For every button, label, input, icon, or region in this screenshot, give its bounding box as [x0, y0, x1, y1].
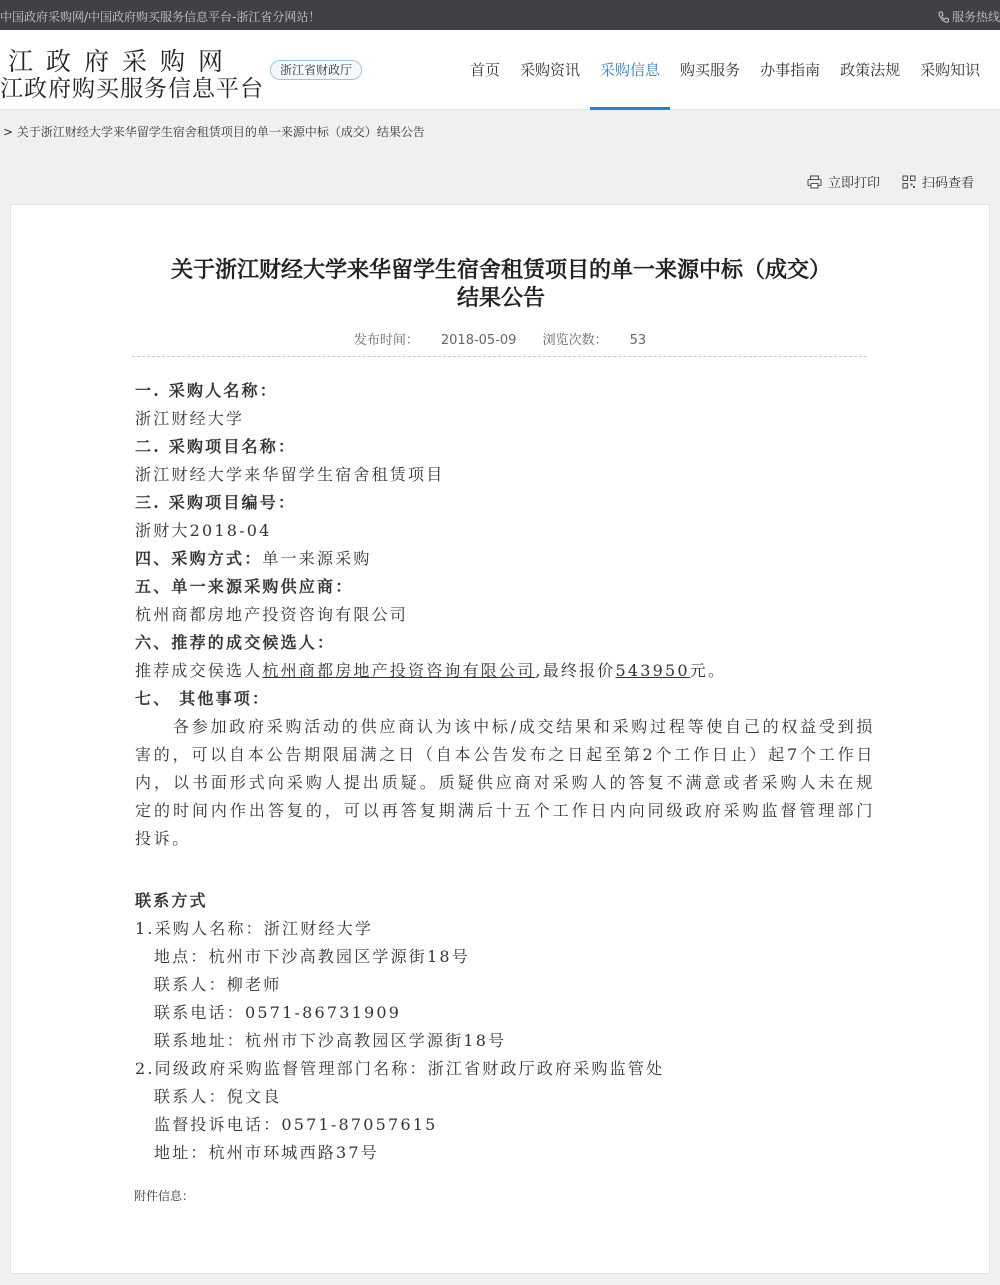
nav-procurement-news[interactable]: 采购资讯	[520, 61, 581, 79]
department-badge[interactable]: 浙江省财政厅	[270, 60, 362, 80]
candidate-company: 杭州商都房地产投资咨询有限公司	[262, 661, 536, 680]
publish-date	[354, 333, 517, 348]
complaint-phone: 监督投诉电话：0571-87057615	[154, 1115, 438, 1134]
candidate-suffix: 元。	[689, 661, 727, 680]
phone-icon	[938, 11, 949, 23]
article-card	[10, 204, 990, 1274]
contact-heading: 联系方式	[135, 891, 208, 910]
nav-home[interactable]: 首页	[470, 61, 501, 79]
contact-person: 联系人：柳老师	[154, 975, 282, 994]
purchaser-name: 浙江财经大学	[135, 409, 245, 428]
title-line-2: 结果公告	[456, 286, 545, 311]
print-label: 立即打印	[827, 176, 880, 191]
contact-address: 联系地址：杭州市下沙高教园区学源街18号	[154, 1031, 507, 1050]
logo-subtitle[interactable]: 江政府购买服务信息平台	[0, 76, 264, 102]
recommended-candidate	[135, 657, 875, 685]
project-name: 浙江财经大学来华留学生宿舍租赁项目	[135, 465, 445, 484]
nav-knowledge[interactable]: 采购知识	[920, 61, 981, 79]
section-heading: 四、采购方式：	[135, 549, 263, 568]
printer-icon	[807, 175, 822, 189]
attachment-info: 附件信息：	[134, 1189, 195, 1203]
top-bar	[0, 0, 1000, 30]
article-meta	[11, 329, 989, 348]
logo-title[interactable]: 江政府采购网	[8, 47, 237, 76]
other-matters-text: 各参加政府采购活动的供应商认为该中标/成交结果和采购过程等使自己的权益受到损害的，可以自本公告期限届满之日（自本公告发布之日起至第2个工作日止）起7个工作日内，以书面形式向采购人提出质疑。质疑供应商对采购人的答复不满意或者采购人未在规定的时间内作出答复的，可以再答复期满后十五个工作日内向同级政府采购监督管理部门投诉。	[135, 717, 875, 848]
section-heading: 七、 其他事项：	[135, 689, 271, 708]
supervisor-department: 2.同级政府采购监督管理部门名称：浙江省财政厅政府采购监管处	[135, 1059, 665, 1078]
section-heading: 二. 采购项目名称：	[135, 437, 297, 456]
site-header	[0, 30, 1000, 110]
print-button[interactable]	[807, 172, 880, 191]
procurement-method-value: 单一来源采购	[262, 549, 372, 568]
article-content	[135, 377, 875, 1167]
nav-procurement-info[interactable]: 采购信息	[590, 30, 670, 110]
section-heading: 六、推荐的成交候选人：	[135, 633, 336, 652]
views-label: 浏览次数：	[542, 333, 608, 348]
nav-policies[interactable]: 政策法规	[840, 61, 901, 79]
publish-label: 发布时间：	[353, 333, 419, 348]
section-heading: 五、单一来源采购供应商：	[135, 577, 354, 596]
candidate-prefix: 推荐成交侯选人	[135, 661, 263, 680]
supplier-name: 杭州商都房地产投资咨询有限公司	[135, 605, 409, 624]
nav-guide[interactable]: 办事指南	[760, 61, 821, 79]
scan-label: 扫码查看	[921, 176, 974, 191]
view-count	[543, 333, 647, 348]
views-value: 53	[629, 333, 647, 348]
supervisor-address: 地址：杭州市环城西路37号	[154, 1143, 379, 1162]
final-price: 543950	[615, 661, 690, 680]
title-line-1: 关于浙江财经大学来华留学生宿舍租赁项目的单一来源中标（成交）	[170, 258, 831, 283]
title-divider	[132, 356, 867, 357]
nav-purchase-services[interactable]: 购买服务	[680, 61, 741, 79]
service-hotline[interactable]	[938, 8, 1000, 25]
qr-code-icon	[902, 175, 916, 189]
contact-purchaser: 1.采购人名称：浙江财经大学	[135, 919, 374, 938]
section-heading: 一. 采购人名称：	[135, 381, 278, 400]
project-number: 浙财大2018-04	[135, 521, 272, 540]
scan-qr-button[interactable]	[902, 172, 974, 191]
supervisor-person: 联系人：倪文良	[154, 1087, 282, 1106]
site-links[interactable]: 中国政府采购网/中国政府购买服务信息平台-浙江省分网站！	[0, 10, 321, 24]
service-label: 服务热线	[951, 10, 1000, 24]
contact-phone: 联系电话：0571-86731909	[154, 1003, 402, 1022]
article-title	[131, 257, 871, 313]
section-heading: 三. 采购项目编号：	[135, 493, 297, 512]
article-tools	[785, 172, 974, 191]
main-nav	[460, 30, 990, 110]
procurement-method	[135, 545, 875, 573]
candidate-mid: ,最终报价	[535, 661, 616, 680]
publish-date-value: 2018-05-09	[440, 333, 517, 348]
contact-location: 地点：杭州市下沙高教园区学源街18号	[154, 947, 470, 966]
breadcrumb[interactable]: > 关于浙江财经大学来华留学生宿舍租赁项目的单一来源中标（成交）结果公告	[3, 125, 425, 139]
